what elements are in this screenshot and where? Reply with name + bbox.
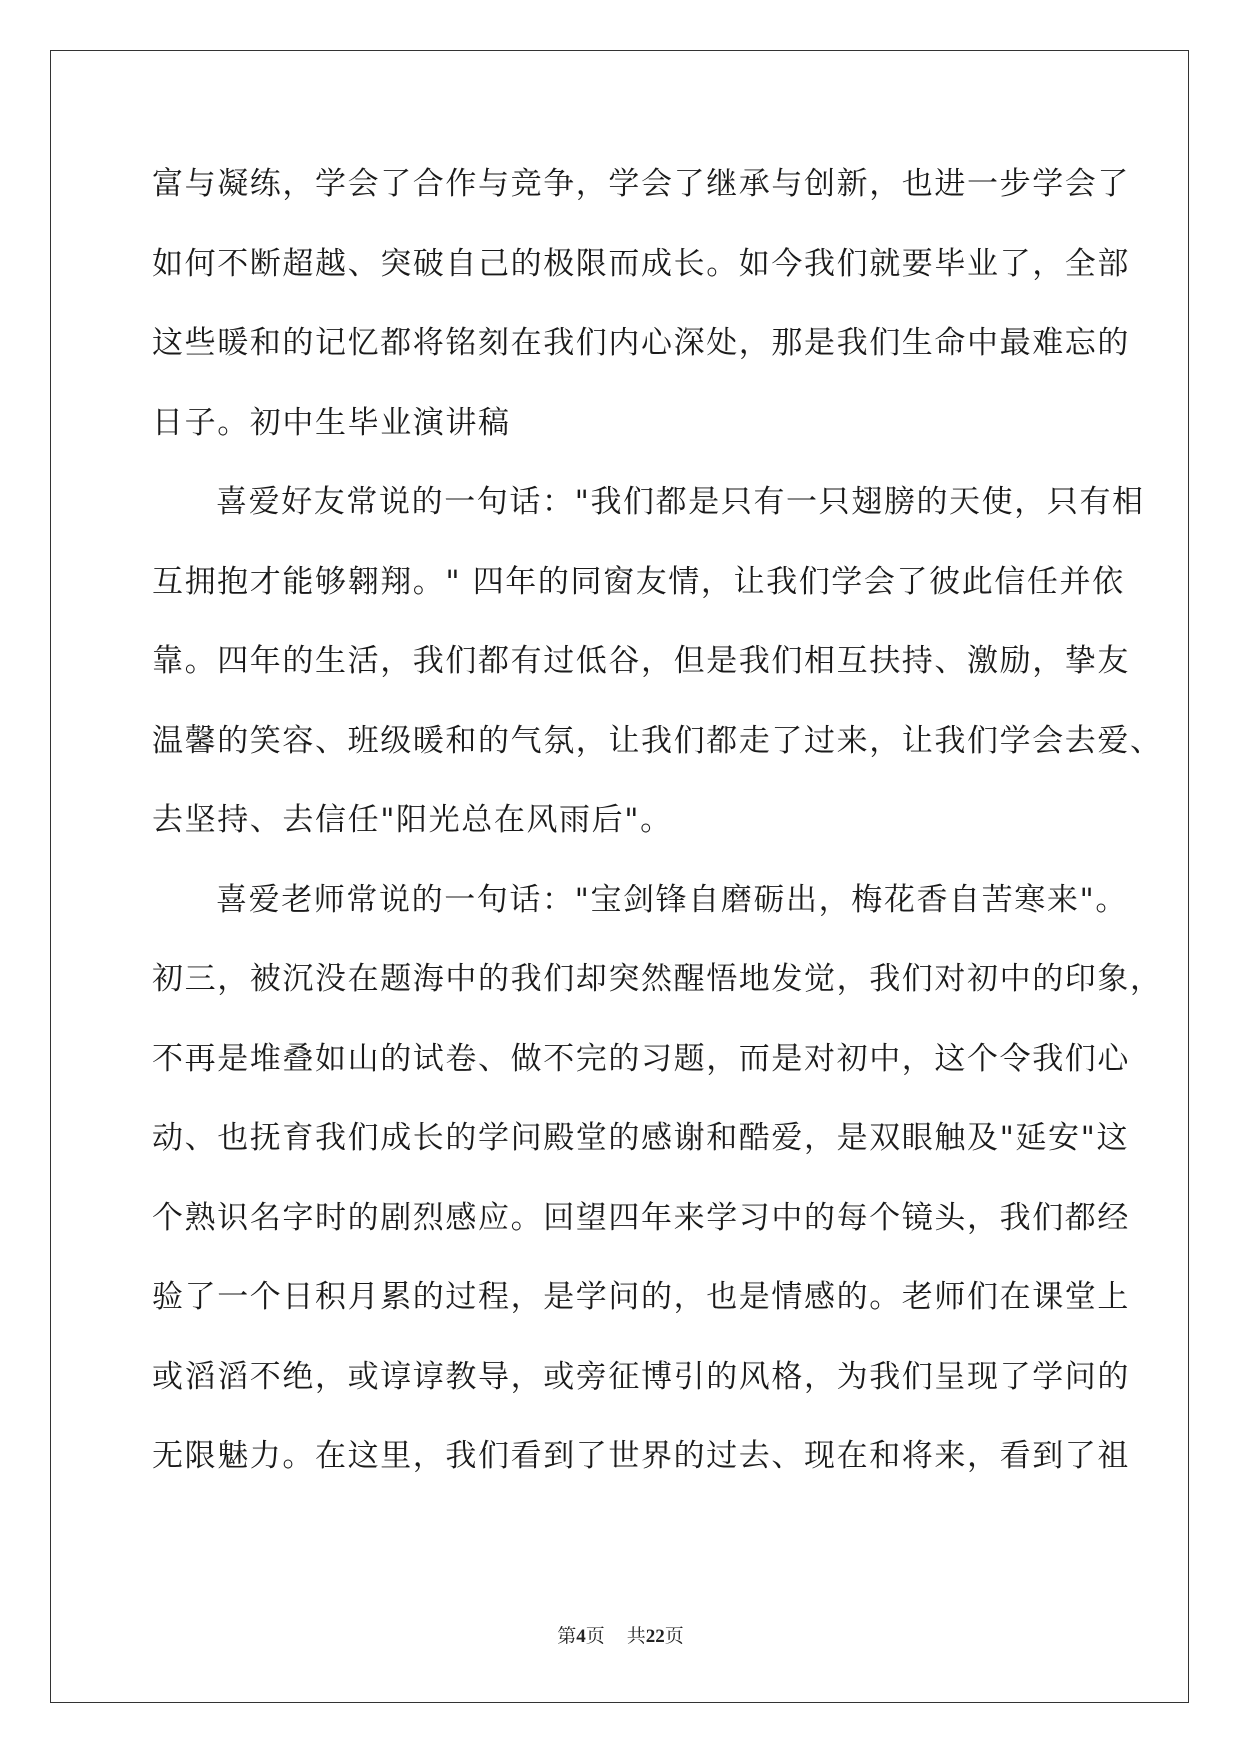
- body-line: 动、也抚育我们成长的学问殿堂的感谢和酷爱，是双眼触及"延安"这: [152, 1120, 1130, 1156]
- body-line: 去坚持、去信任"阳光总在风雨后"。: [152, 802, 673, 838]
- body-line: 这些暖和的记忆都将铭刻在我们内心深处，那是我们生命中最难忘的: [152, 325, 1130, 361]
- total-suffix: 页: [664, 1625, 684, 1647]
- body-line: 富与凝练，学会了合作与竞争，学会了继承与创新，也进一步学会了: [152, 166, 1130, 202]
- body-line: 无限魅力。在这里，我们看到了世界的过去、现在和将来，看到了祖: [152, 1438, 1130, 1474]
- body-line: 个熟识名字时的剧烈感应。回望四年来学习中的每个镜头，我们都经: [152, 1199, 1130, 1236]
- body-line: 验了一个日积月累的过程，是学问的，也是情感的。老师们在课堂上: [152, 1279, 1130, 1315]
- body-line: 不再是堆叠如山的试卷、做不完的习题，而是对初中，这个令我们心: [152, 1040, 1130, 1077]
- body-line: 初三，被沉没在题海中的我们却突然醒悟地发觉，我们对初中的印象，: [152, 961, 1163, 997]
- page-footer: [0, 1623, 1241, 1650]
- total-pages: 22: [645, 1626, 665, 1647]
- document-body: [152, 156, 1163, 1508]
- body-line: 互拥抱才能够翱翔。" 四年的同窗友情，让我们学会了彼此信任并依: [152, 563, 1125, 600]
- body-line: 温馨的笑容、班级暖和的气氛，让我们都走了过来，让我们学会去爱、: [152, 722, 1163, 759]
- body-line: 如何不断超越、突破自己的极限而成长。如今我们就要毕业了，全部: [152, 245, 1130, 282]
- body-line: 靠。四年的生活，我们都有过低谷，但是我们相互扶持、激励，挚友: [152, 643, 1130, 679]
- body-line: 日子。初中生毕业演讲稿: [152, 404, 511, 441]
- paragraph-first-line: 喜爱好友常说的一句话："我们都是只有一只翅膀的天使，只有相: [216, 484, 1145, 520]
- body-line: 或滔滔不绝，或谆谆教导，或旁征博引的风格，为我们呈现了学问的: [152, 1358, 1130, 1395]
- page-prefix: 第: [557, 1625, 577, 1647]
- page-suffix: 页: [585, 1625, 605, 1647]
- paragraph-first-line: 喜爱老师常说的一句话："宝剑锋自磨砺出，梅花香自苦寒来"。: [216, 881, 1128, 918]
- page-number: 4: [576, 1626, 586, 1647]
- total-prefix: 共: [626, 1625, 646, 1647]
